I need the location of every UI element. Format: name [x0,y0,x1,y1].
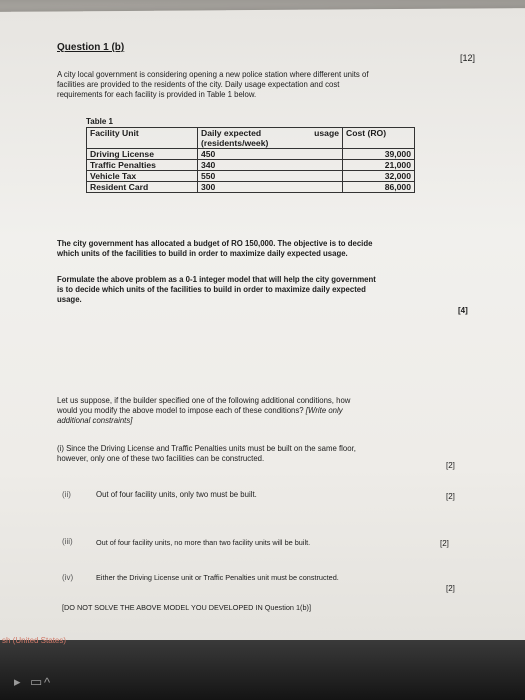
cell-unit: Traffic Penalties [87,160,198,171]
condition-4-marks: [2] [446,584,455,593]
header-usage-part2: usage [314,128,339,138]
condition-2-marks: [2] [446,492,455,501]
intro-line-3: requirements for each facility is provided in Table 1 below. [57,90,257,99]
condition-2-number: (ii) [62,490,71,499]
header-usage-part3: (residents/week) [201,138,269,148]
formulate-line-2: is to decide which units of the facilities to build in order to maximize daily expected [57,285,366,294]
table-header-row [87,128,415,149]
start-icon[interactable]: ▸ [14,674,21,689]
condition-3-marks: [2] [440,539,449,548]
cell-cost: 39,000 [343,149,415,160]
formulate-line-3: usage. [57,295,82,304]
suppose-line-2-italic: [Write only [305,406,343,415]
header-daily-usage [198,128,343,149]
budget-line-2: which units of the facilities to build in order to maximize daily expected usage. [57,249,348,258]
cell-cost: 32,000 [343,171,415,182]
cell-usage: 300 [198,182,343,193]
suppose-line-1: Let us suppose, if the builder specified one of the following additional conditions, how [57,396,351,405]
condition-4-text: Either the Driving License unit or Traffic Penalties unit must be constructed. [96,573,339,582]
condition-3-text: Out of four facility units, no more than two facility units will be built. [96,538,311,547]
condition-2-text: Out of four facility units, only two must be built. [96,490,257,499]
condition-1-text: Since the Driving License and Traffic Penalties units must be built on the same floor, [66,444,356,453]
question-title: Question 1 (b) [57,42,125,53]
exam-paper [0,8,525,662]
budget-line-1: The city government has allocated a budget of RO 150,000. The objective is to decide [57,239,373,248]
note-text: [DO NOT SOLVE THE ABOVE MODEL YOU DEVELOPED IN Question 1(b)] [62,603,311,612]
condition-1-line-1 [57,444,356,454]
condition-3-number: (iii) [62,537,73,546]
header-usage-part1: Daily expected [201,128,262,138]
cell-unit: Driving License [87,149,198,160]
chevron-up-icon[interactable]: ^ [44,675,51,690]
intro-line-1: A city local government is considering opening a new police station where different units of [57,70,369,79]
condition-1-number: (i) [57,444,64,453]
taskbar [0,640,525,700]
cell-unit: Vehicle Tax [87,171,198,182]
table-row [87,171,415,182]
header-cost: Cost (RO) [343,128,415,149]
condition-4-number: (iv) [62,573,74,582]
formulate-marks: [4] [458,306,468,315]
cell-cost: 86,000 [343,182,415,193]
question-marks: [12] [460,53,476,63]
cell-usage: 550 [198,171,343,182]
cell-usage: 340 [198,160,343,171]
cell-unit: Resident Card [87,182,198,193]
header-facility-unit: Facility Unit [87,128,198,149]
suppose-line-3: additional constraints] [57,416,133,425]
cell-cost: 21,000 [343,160,415,171]
table-row [87,160,415,171]
table-row [87,149,415,160]
facility-table [86,127,415,193]
table-row [87,182,415,193]
intro-line-2: facilities are provided to the residents of the city. Daily usage expectation and cost [57,80,340,89]
window-icon[interactable]: ▭ [30,674,43,689]
language-indicator: sh (United States) [2,636,67,645]
cell-usage: 450 [198,149,343,160]
suppose-line-2-text: would you modify the above model to impose each of these conditions? [57,406,306,415]
condition-1-line-2: however, only one of these two facilities can be constructed. [57,454,265,463]
condition-1-marks: [2] [446,461,455,470]
table-caption: Table 1 [86,117,113,126]
suppose-line-2 [57,406,343,416]
formulate-line-1: Formulate the above problem as a 0-1 integer model that will help the city government [57,275,376,284]
